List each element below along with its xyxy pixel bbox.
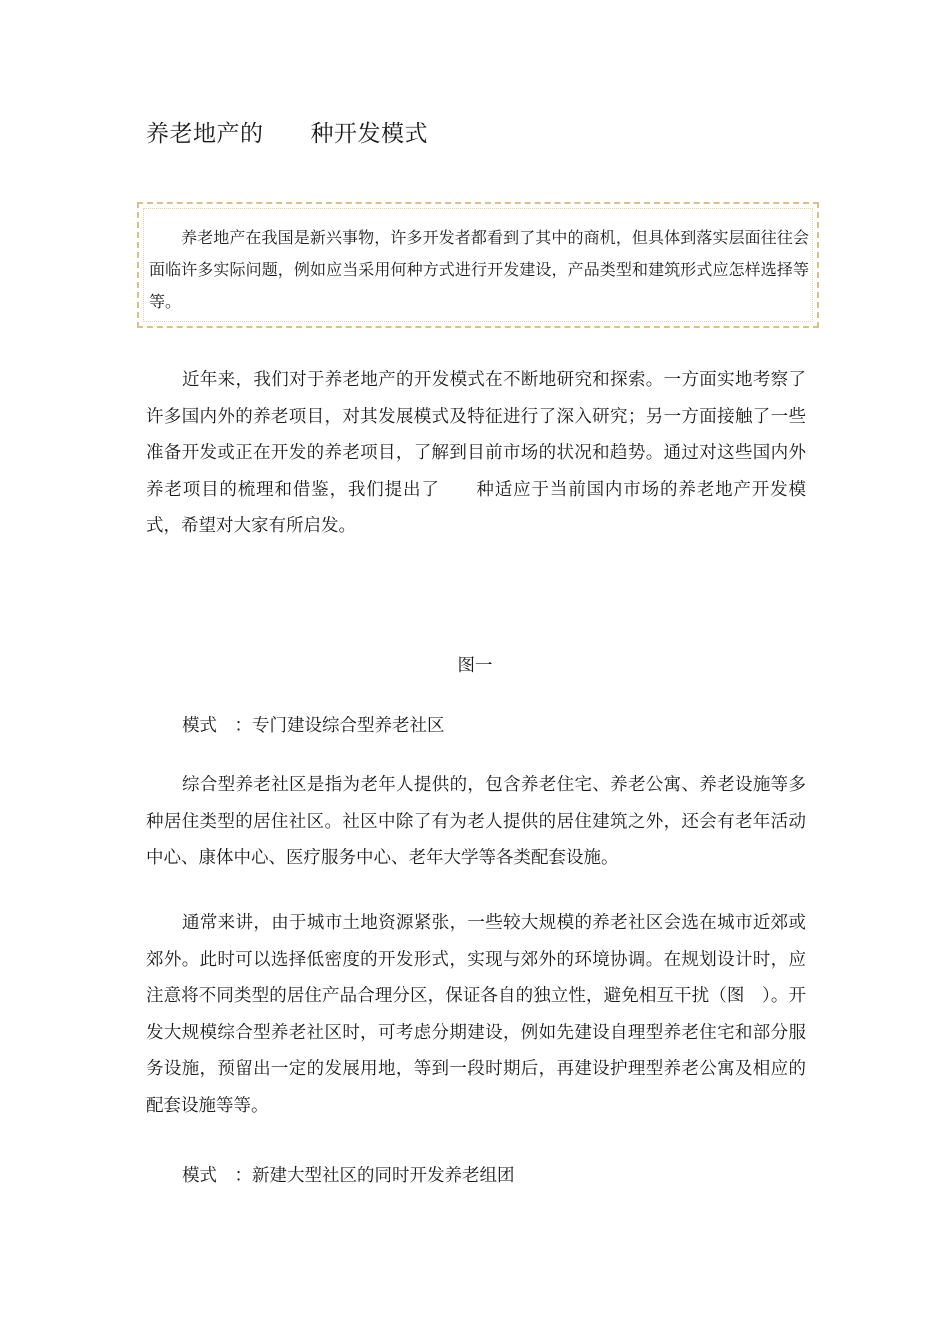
- intro-paragraph: 近年来，我们对于养老地产的开发模式在不断地研究和探索。一方面实地考察了许多国内外的养老项目，对其发展模式及特征进行了深入研究；另一方面接触了一些准备开发或正在开发的养老项目，了解到目前市场的状况和趋势。通过对这些国内外养老项目的梳理和借鉴，我们提出了 种适应于当前国内市场的养老地产开发模式，希望对大家有所启发。: [146, 370, 806, 536]
- document-title: 养老地产的 种开发模式: [146, 121, 428, 147]
- abstract-box: [137, 202, 819, 328]
- abstract-text: 养老地产在我国是新兴事物，许多开发者都看到了其中的商机，但具体到落实层面往往会面临许多实际问题，例如应当采用何种方式进行开发建设，产品类型和建筑形式应怎样选择等等。: [149, 228, 809, 311]
- mode2-heading: 模式 ：新建大型社区的同时开发养老组团: [182, 1166, 515, 1186]
- mode1-paragraph-1: 综合型养老社区是指为老年人提供的，包含养老住宅、养老公寓、养老设施等多种居住类型的居住社区。社区中除了有为老人提供的居住建筑之外，还会有老年活动中心、康体中心、医疗服务中心、老年大学等各类配套设施。: [146, 775, 806, 868]
- figure-caption: 图一: [457, 656, 493, 676]
- mode1-paragraph-2: 通常来讲，由于城市土地资源紧张，一些较大规模的养老社区会选在城市近郊或郊外。此时可以选择低密度的开发形式，实现与郊外的环境协调。在规划设计时，应注意将不同类型的居住产品合理分区，保证各自的独立性，避免相互干扰（图 ）。开发大规模综合型养老社区时，可考虑分期建设，例如先建设自理型养老住宅和部分服务设施，预留出一定的发展用地，等到一段时期后，再建设护理型养老公寓及相应的配套设施等等。: [146, 913, 806, 1116]
- mode1-heading: 模式 ：专门建设综合型养老社区: [182, 716, 445, 736]
